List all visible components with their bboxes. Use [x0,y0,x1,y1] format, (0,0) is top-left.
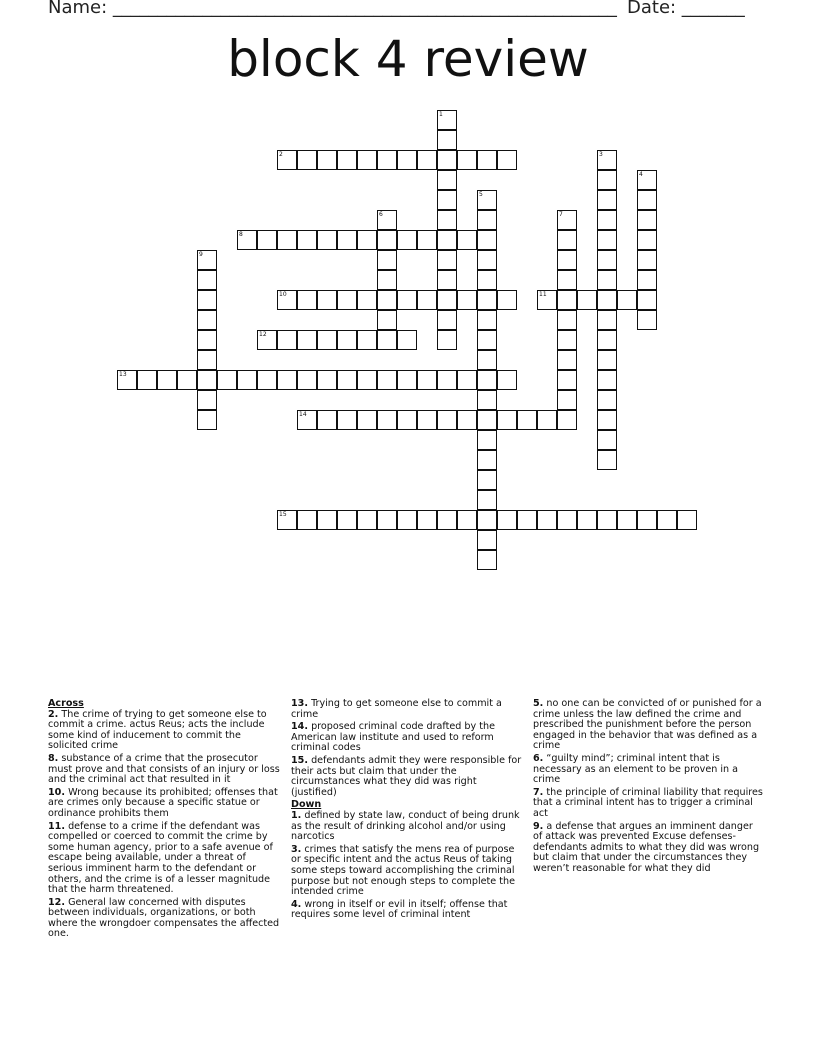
grid-cell[interactable] [457,510,477,530]
grid-cell[interactable] [637,210,657,230]
grid-cell[interactable] [417,370,437,390]
grid-cell[interactable] [417,290,437,310]
grid-cell[interactable] [277,230,297,250]
grid-cell[interactable] [497,370,517,390]
grid-cell[interactable] [197,290,217,310]
grid-cell[interactable] [197,410,217,430]
grid-cell[interactable] [277,510,297,530]
grid-cell[interactable] [497,410,517,430]
grid-cell[interactable] [397,150,417,170]
grid-cell[interactable] [597,290,617,310]
grid-cell[interactable] [357,410,377,430]
grid-cell[interactable] [377,270,397,290]
grid-cell[interactable] [637,270,657,290]
grid-cell[interactable] [557,290,577,310]
grid-cell[interactable] [437,170,457,190]
clue-number: 4 [639,171,643,178]
clue-number: 13 [119,371,127,378]
grid-cell[interactable] [597,410,617,430]
clue-number: 6 [379,211,383,218]
grid-cell[interactable] [557,310,577,330]
grid-cell[interactable] [477,550,497,570]
grid-cell[interactable] [317,150,337,170]
grid-cell[interactable] [297,370,317,390]
across-heading: Across [48,698,84,709]
grid-cell[interactable] [217,370,237,390]
grid-cell[interactable] [357,150,377,170]
grid-cell[interactable] [277,150,297,170]
grid-cell[interactable] [437,190,457,210]
grid-cell[interactable] [437,130,457,150]
grid-cell[interactable] [317,370,337,390]
grid-cell[interactable] [597,350,617,370]
grid-cell[interactable] [517,510,537,530]
grid-cell[interactable] [337,150,357,170]
grid-cell[interactable] [557,330,577,350]
grid-cell[interactable] [377,330,397,350]
grid-cell[interactable] [477,150,497,170]
page-title: block 4 review [227,30,589,88]
grid-cell[interactable] [377,150,397,170]
grid-cell[interactable] [597,210,617,230]
grid-cell[interactable] [297,150,317,170]
grid-cell[interactable] [557,370,577,390]
grid-cell[interactable] [477,470,497,490]
grid-cell[interactable] [257,230,277,250]
grid-cell[interactable] [377,510,397,530]
grid-cell[interactable] [277,370,297,390]
grid-cell[interactable] [377,210,397,230]
grid-cell[interactable] [597,170,617,190]
grid-cell[interactable] [277,290,297,310]
grid-cell[interactable] [477,450,497,470]
name-field: Name: ________________________________________________________ [48,0,617,18]
clue-number: 9 [199,251,203,258]
grid-cell[interactable] [617,510,637,530]
grid-cell[interactable] [457,290,477,310]
grid-cell[interactable] [637,230,657,250]
grid-cell[interactable] [137,370,157,390]
grid-cell[interactable] [597,450,617,470]
across-clue-11: 11. defense to a crime if the defendant was compelled or coerced to commit the crime by some human agency, prior to a safe avenue of escape being available, under a threat of serious imminent harm to the defendant or others, and the crime is of a lesser magnitude that the harm threatened. [48,820,273,896]
clue-number: 14 [299,411,307,418]
clue-number: 15 [279,511,287,518]
grid-cell[interactable] [397,510,417,530]
clue-number: 3 [599,151,603,158]
grid-cell[interactable] [237,370,257,390]
grid-cell[interactable] [557,390,577,410]
grid-cell[interactable] [297,410,317,430]
grid-cell[interactable] [357,330,377,350]
grid-cell[interactable] [317,410,337,430]
grid-cell[interactable] [477,510,497,530]
grid-cell[interactable] [437,270,457,290]
grid-cell[interactable] [637,290,657,310]
grid-cell[interactable] [197,330,217,350]
grid-cell[interactable] [417,230,437,250]
grid-cell[interactable] [357,370,377,390]
grid-cell[interactable] [637,190,657,210]
grid-cell[interactable] [377,290,397,310]
grid-cell[interactable] [497,510,517,530]
grid-cell[interactable] [457,410,477,430]
grid-cell[interactable] [337,370,357,390]
grid-cell[interactable] [397,330,417,350]
grid-cell[interactable] [437,510,457,530]
grid-cell[interactable] [597,510,617,530]
grid-cell[interactable] [597,270,617,290]
grid-cell[interactable] [677,510,697,530]
grid-cell[interactable] [157,370,177,390]
clue-number: 2 [279,151,283,158]
grid-cell[interactable] [597,230,617,250]
grid-cell[interactable] [477,290,497,310]
grid-cell[interactable] [437,150,457,170]
grid-cell[interactable] [557,250,577,270]
grid-cell[interactable] [537,510,557,530]
across-clue-13: 13. Trying to get someone else to commit a crime [291,698,502,720]
down-clue-7: 7. the principle of criminal liability that requires that a criminal intent has to trigger a criminal act [533,786,763,819]
grid-cell[interactable] [597,430,617,450]
grid-cell[interactable] [477,210,497,230]
grid-cell[interactable] [377,230,397,250]
grid-cell[interactable] [437,290,457,310]
grid-cell[interactable] [437,230,457,250]
grid-cell[interactable] [477,370,497,390]
across-clue-10: 10. Wrong because its prohibited; offenses that are crimes only because a specific statue or ordinance prohibits them [48,786,278,819]
clues-column-1 [48,699,280,942]
down-heading: Down [291,799,322,811]
grid-cell[interactable] [417,150,437,170]
grid-cell[interactable] [337,230,357,250]
grid-cell[interactable] [317,230,337,250]
grid-cell[interactable] [597,370,617,390]
grid-cell[interactable] [197,370,217,390]
grid-cell[interactable] [377,250,397,270]
grid-cell[interactable] [597,250,617,270]
grid-cell[interactable] [197,250,217,270]
clues-column-2 [291,699,523,923]
grid-cell[interactable] [597,150,617,170]
grid-cell[interactable] [437,250,457,270]
grid-cell[interactable] [597,310,617,330]
down-clue-3: 3. crimes that satisfy the mens rea of purpose or specific intent and the actus Reus of taking some steps toward accomplishing the criminal purpose but not enough steps to complete the intended crime [291,843,516,898]
grid-cell[interactable] [557,410,577,430]
grid-cell[interactable] [637,310,657,330]
grid-cell[interactable] [477,270,497,290]
grid-cell[interactable] [397,410,417,430]
grid-cell[interactable] [197,270,217,290]
grid-cell[interactable] [377,310,397,330]
clues-column-3 [533,699,765,877]
grid-cell[interactable] [317,510,337,530]
grid-cell[interactable] [337,290,357,310]
grid-cell[interactable] [357,230,377,250]
grid-cell[interactable] [177,370,197,390]
grid-cell[interactable] [437,210,457,230]
grid-cell[interactable] [637,250,657,270]
grid-cell[interactable] [577,290,597,310]
grid-cell[interactable] [477,190,497,210]
grid-cell[interactable] [397,230,417,250]
grid-cell[interactable] [637,170,657,190]
grid-cell[interactable] [397,290,417,310]
grid-cell[interactable] [597,330,617,350]
grid-cell[interactable] [477,330,497,350]
grid-cell[interactable] [457,230,477,250]
grid-cell[interactable] [537,290,557,310]
grid-cell[interactable] [117,370,137,390]
grid-cell[interactable] [477,230,497,250]
grid-cell[interactable] [597,190,617,210]
grid-cell[interactable] [317,290,337,310]
grid-cell[interactable] [477,390,497,410]
grid-cell[interactable] [577,510,597,530]
clue-number: 12 [259,331,267,338]
grid-cell[interactable] [437,310,457,330]
clue-number: 1 [439,111,443,118]
grid-cell[interactable] [417,410,437,430]
grid-cell[interactable] [297,510,317,530]
across-clue-12: 12. General law concerned with disputes between individuals, organizations, or both where the wrongdoer compensates the affected one. [48,896,280,940]
grid-cell[interactable] [337,510,357,530]
grid-cell[interactable] [477,490,497,510]
grid-cell[interactable] [557,510,577,530]
grid-cell[interactable] [397,370,417,390]
grid-cell[interactable] [537,410,557,430]
grid-cell[interactable] [477,410,497,430]
grid-cell[interactable] [477,430,497,450]
clue-number: 5 [479,191,483,198]
across-clue-15: 15. defendants admit they were responsible for their acts but claim that under the circumstances what they did was right (justified) [291,754,522,798]
grid-cell[interactable] [517,410,537,430]
down-clue-6: 6. “guilty mind”; criminal intent that is necessary as an element to be proven in a crime [533,752,739,786]
grid-cell[interactable] [497,150,517,170]
down-clue-5: 5. no one can be convicted of or punished for a crime unless the law defined the crime and prescribed the punishment before the person engaged in the behavior that was defined as a crime [533,698,762,752]
grid-cell[interactable] [197,390,217,410]
down-clue-4: 4. wrong in itself or evil in itself; offense that requires some level of criminal intent [291,898,508,921]
grid-cell[interactable] [457,370,477,390]
grid-cell[interactable] [237,230,257,250]
grid-cell[interactable] [437,370,457,390]
grid-cell[interactable] [477,250,497,270]
grid-cell[interactable] [437,110,457,130]
grid-cell[interactable] [597,390,617,410]
grid-cell[interactable] [197,350,217,370]
grid-cell[interactable] [297,230,317,250]
across-clue-8: 8. substance of a crime that the prosecutor must prove and that consists of an injury or loss and the criminal act that resulted in it [48,752,280,786]
grid-cell[interactable] [437,410,457,430]
grid-cell[interactable] [417,510,437,530]
grid-cell[interactable] [377,410,397,430]
grid-cell[interactable] [257,330,277,350]
date-field: Date: _______ [627,0,745,18]
clue-number: 8 [239,231,243,238]
grid-cell[interactable] [277,330,297,350]
grid-cell[interactable] [497,290,517,310]
grid-cell[interactable] [557,230,577,250]
clue-number: 11 [539,291,547,298]
down-clue-1: 1. defined by state law, conduct of being drunk as the result of drinking alcohol and/or using narcotics [291,809,520,843]
grid-cell[interactable] [557,210,577,230]
grid-cell[interactable] [477,310,497,330]
grid-cell[interactable] [437,330,457,350]
grid-cell[interactable] [357,290,377,310]
grid-cell[interactable] [377,370,397,390]
grid-cell[interactable] [477,530,497,550]
grid-cell[interactable] [297,290,317,310]
down-clue-9: 9. a defense that argues an imminent danger of attack was prevented Excuse defenses-defendants admits to what they did was wrong but claim that under the circumstances they weren’t reasonable for what they did [533,820,760,874]
across-clue-2: 2. The crime of trying to get someone else to commit a crime. actus Reus; acts the include some kind of inducement to commit the solicited crime [48,708,267,752]
clue-number: 10 [279,291,287,298]
grid-cell[interactable] [477,350,497,370]
grid-cell[interactable] [317,330,337,350]
grid-cell[interactable] [557,270,577,290]
grid-cell[interactable] [657,510,677,530]
clue-number: 7 [559,211,563,218]
grid-cell[interactable] [357,510,377,530]
grid-cell[interactable] [637,510,657,530]
grid-cell[interactable] [617,290,637,310]
across-clue-14: 14. proposed criminal code drafted by the American law institute and used to reform criminal codes [291,721,495,754]
grid-cell[interactable] [297,330,317,350]
grid-cell[interactable] [337,410,357,430]
grid-cell[interactable] [197,310,217,330]
grid-cell[interactable] [257,370,277,390]
grid-cell[interactable] [557,350,577,370]
grid-cell[interactable] [457,150,477,170]
grid-cell[interactable] [337,330,357,350]
